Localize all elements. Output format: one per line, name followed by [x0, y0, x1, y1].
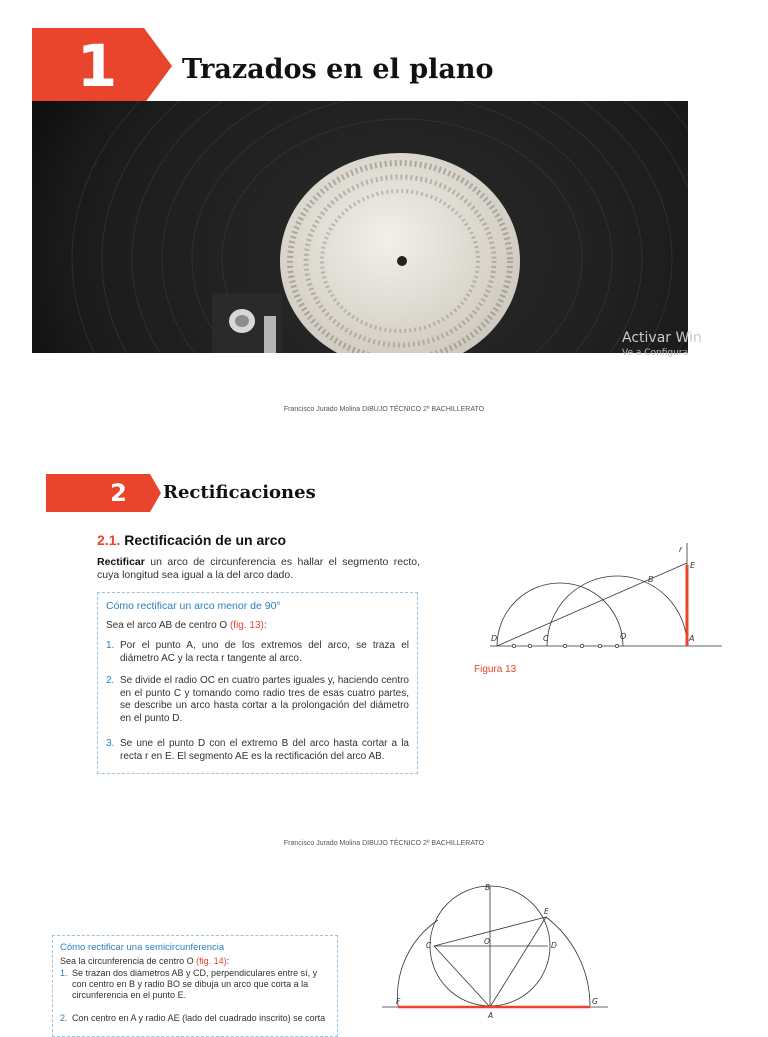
- label-O: O: [484, 937, 490, 946]
- figure-13-diagram: [470, 535, 726, 655]
- label-r: r: [679, 545, 683, 554]
- figure-reference: (fig. 14): [196, 956, 227, 966]
- section-number: 2: [110, 479, 127, 507]
- label-A: A: [488, 1011, 494, 1020]
- procedure-statement: [60, 956, 229, 966]
- step-number: 2.: [60, 1013, 68, 1023]
- windows-activation-subtext: Ve a Configura: [622, 348, 689, 358]
- procedure-step: [60, 1013, 332, 1024]
- label-C: C: [426, 941, 432, 950]
- subsection-number: 2.1.: [97, 532, 121, 548]
- figure-caption: Figura 13: [474, 664, 517, 675]
- label-O: O: [620, 632, 627, 641]
- arc-right: [546, 917, 590, 1006]
- step-text: Se une el punto D con el extremo B del arco hasta cortar a la recta r en E. El segmento AE es la rectificación del arco AB.: [120, 738, 409, 762]
- vinyl-record-photo: [32, 101, 688, 353]
- secant-line: [497, 563, 687, 646]
- statement-text: Sea la circunferencia de centro O: [60, 956, 197, 966]
- step-text: Con centro en A y radio AE (lado del cuadrado inscrito) se corta: [72, 1013, 326, 1023]
- procedure-title: Cómo rectificar un arco menor de 90°: [106, 600, 281, 612]
- label-B: B: [648, 575, 654, 584]
- step-number: 3.: [106, 738, 115, 749]
- intro-keyword: Rectificar: [97, 556, 145, 568]
- label-A: A: [689, 634, 695, 643]
- label-E: E: [690, 561, 696, 570]
- figure-14-diagram: [368, 880, 728, 1024]
- label-B: B: [485, 883, 491, 892]
- procedure-step: [60, 968, 332, 1001]
- step-number: 1.: [60, 968, 68, 978]
- label-E: E: [544, 907, 549, 916]
- slide-footer: Francisco Jurado Molina DIBUJO TÉCNICO 2º BACHILLERATO: [283, 840, 485, 847]
- windows-activation-watermark: Activar Win: [622, 330, 702, 346]
- procedure-step: [106, 640, 411, 665]
- chapter-number: 1: [76, 32, 118, 100]
- intro-text: un arco de circunferencia es hallar el segmento recto, cuya longitud sea igual a la del arco dado.: [97, 556, 420, 581]
- large-arc: [497, 583, 623, 646]
- section-title: Rectificaciones: [163, 482, 316, 503]
- procedure-statement: [106, 620, 267, 631]
- label-F: F: [396, 997, 401, 1006]
- intro-paragraph: [97, 556, 420, 582]
- segment-AE: [490, 917, 546, 1007]
- step-text: Se divide el radio OC en cuatro partes iguales y, haciendo centro en el punto C y tomando como radio tres de esas cuatro partes, se describe un arco hasta cortar a la prolongación del diámetro en el punto D.: [120, 675, 409, 724]
- procedure-step: [106, 675, 411, 725]
- statement-colon: :: [226, 956, 230, 966]
- procedure-step: [106, 738, 411, 763]
- step-number: 1.: [106, 640, 115, 651]
- statement-text: Sea el arco AB de centro O: [106, 620, 230, 631]
- chapter-title: Trazados en el plano: [182, 54, 494, 85]
- step-text: Se trazan dos diámetros AB y CD, perpendiculares entre sí, y con centro en B y radio BO se dibuja un arco que corta a la circunferencia en el punto E.: [72, 968, 318, 1000]
- side-CA: [434, 946, 490, 1007]
- label-D: D: [551, 941, 557, 950]
- arc-left: [397, 920, 438, 1006]
- statement-colon: :: [263, 620, 267, 631]
- vinyl-record-image: [32, 101, 688, 353]
- procedure-title: Cómo rectificar una semicircunferencia: [60, 942, 225, 953]
- step-number: 2.: [106, 675, 115, 686]
- slide-footer: Francisco Jurado Molina DIBUJO TÉCNICO 2º BACHILLERATO: [283, 406, 485, 413]
- circle-arc: [547, 576, 687, 646]
- figure-reference: (fig. 13): [229, 620, 264, 631]
- step-text: Por el punto A, uno de los extremos del arco, se traza el diámetro AC y la recta r tangente al arco.: [120, 640, 409, 664]
- label-D: D: [491, 634, 498, 643]
- label-G: G: [592, 997, 598, 1006]
- subsection-heading: [97, 532, 286, 548]
- subsection-title: Rectificación de un arco: [124, 532, 287, 548]
- label-C: C: [543, 634, 549, 643]
